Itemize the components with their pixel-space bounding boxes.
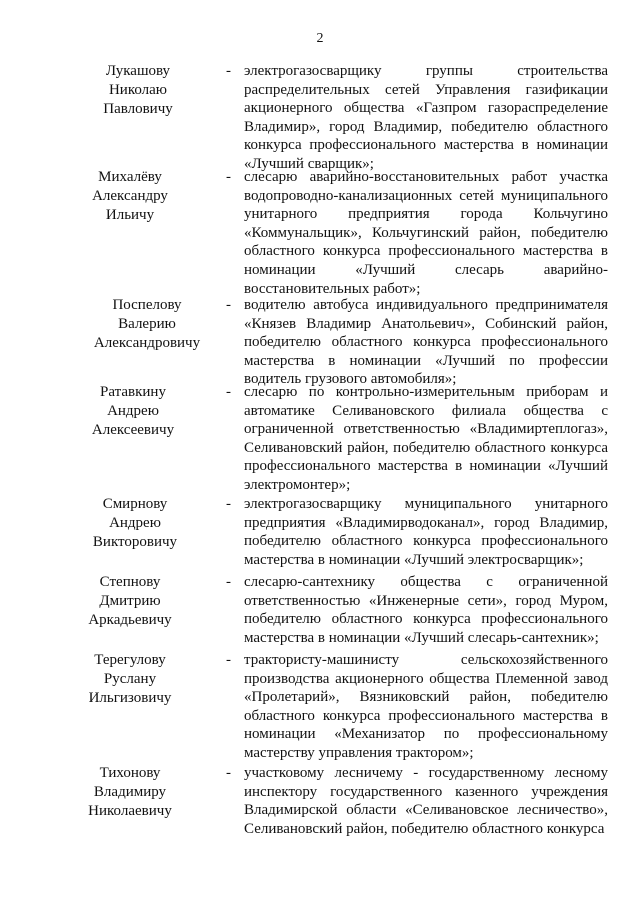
recipient-name: [80, 764, 180, 821]
award-description: водителю автобуса индивидуального предпринимателя «Князев Владимир Анатольевич», Собинский район, победителю областного конкурса профессионального мастерства в номинации «Лучший по профессии водитель грузового автомобиля»;: [244, 297, 608, 388]
dash-separator: -: [226, 496, 231, 512]
surname: Ратавкину: [100, 384, 166, 400]
patronymic: Викторовичу: [92, 534, 178, 550]
surname: Лукашову: [105, 63, 171, 79]
first-name: Андрею: [109, 515, 161, 531]
patronymic: Николаевичу: [88, 803, 172, 819]
dash-separator: -: [226, 384, 231, 400]
recipient-name: [82, 495, 188, 552]
first-name: Руслану: [103, 671, 157, 687]
recipient-name: [80, 383, 186, 440]
award-description: электрогазосварщику группы строительства распределительных сетей Управления газификации акционерного общества «Газпром газораспределение Владимир», город Владимир, победителю областного конкурса профессионального мастерства в номинации «Лучший сварщик»;: [244, 63, 608, 172]
recipient-name: [88, 62, 188, 119]
surname: Смирнову: [102, 496, 168, 512]
award-description: трактористу-машинисту сельскохозяйственного производства акционерного общества Племенной завод «Пролетарий», Вязниковский район, победителю областного конкурса профессионального мастерства в номинации «Механизатор по профессиональному мастерству управления трактором»;: [244, 652, 608, 761]
recipient-name: [80, 573, 180, 630]
patronymic: Ильгизовичу: [88, 690, 172, 706]
surname: Поспелову: [112, 297, 182, 313]
award-description: слесарю по контрольно-измерительным приборам и автоматике Селивановского филиала общества с ограниченной ответственностью «Владимиртеплогаз», Селивановский район, победителю областного конкурса профессионального мастерства в номинации «Лучший электромонтер»;: [244, 384, 608, 493]
first-name: Владимиру: [93, 784, 167, 800]
patronymic: Александровичу: [93, 335, 201, 351]
page-number: 2: [316, 31, 324, 46]
dash-separator: -: [226, 765, 231, 781]
recipient-name: [88, 296, 206, 353]
first-name: Александру: [92, 188, 168, 204]
recipient-name: [80, 651, 180, 708]
surname: Тихонову: [99, 765, 161, 781]
dash-separator: -: [226, 652, 231, 668]
surname: Терегулову: [94, 652, 166, 668]
award-description: слесарю-сантехнику общества с ограниченной ответственностью «Инженерные сети», город Муром, победителю областного конкурса профессионального мастерства в номинации «Лучший слесарь-сантехник»;: [244, 574, 608, 646]
first-name: Николаю: [108, 82, 168, 98]
recipient-name: [80, 168, 180, 225]
first-name: Дмитрию: [99, 593, 161, 609]
patronymic: Аркадьевичу: [88, 612, 172, 628]
first-name: Андрею: [107, 403, 159, 419]
dash-separator: -: [226, 169, 231, 185]
dash-separator: -: [226, 297, 231, 313]
surname: Степнову: [99, 574, 161, 590]
patronymic: Алексеевичу: [91, 422, 175, 438]
award-description: электрогазосварщику муниципального унитарного предприятия «Владимирводоканал», город Владимир, победителю областного конкурса профессионального мастерства в номинации «Лучший электросварщик»;: [244, 496, 608, 568]
dash-separator: -: [226, 574, 231, 590]
dash-separator: -: [226, 63, 231, 79]
first-name: Валерию: [118, 316, 176, 332]
patronymic: Ильичу: [105, 207, 155, 223]
surname: Михалёву: [98, 169, 162, 185]
award-description: слесарю аварийно-восстановительных работ участка водопроводно-канализационных сетей муниципального унитарного предприятия города Кольчугино «Коммунальщик», Кольчугинский район, победителю областного конкурса профессионального мастерства в номинации «Лучший слесарь аварийно-восстановительных работ»;: [244, 169, 608, 297]
award-description: участковому лесничему - государственному лесному инспектору государственного казенного учреждения Владимирской области «Селивановское лесничество», Селивановский район, победителю областного конкурса: [244, 765, 608, 837]
patronymic: Павловичу: [103, 101, 173, 117]
